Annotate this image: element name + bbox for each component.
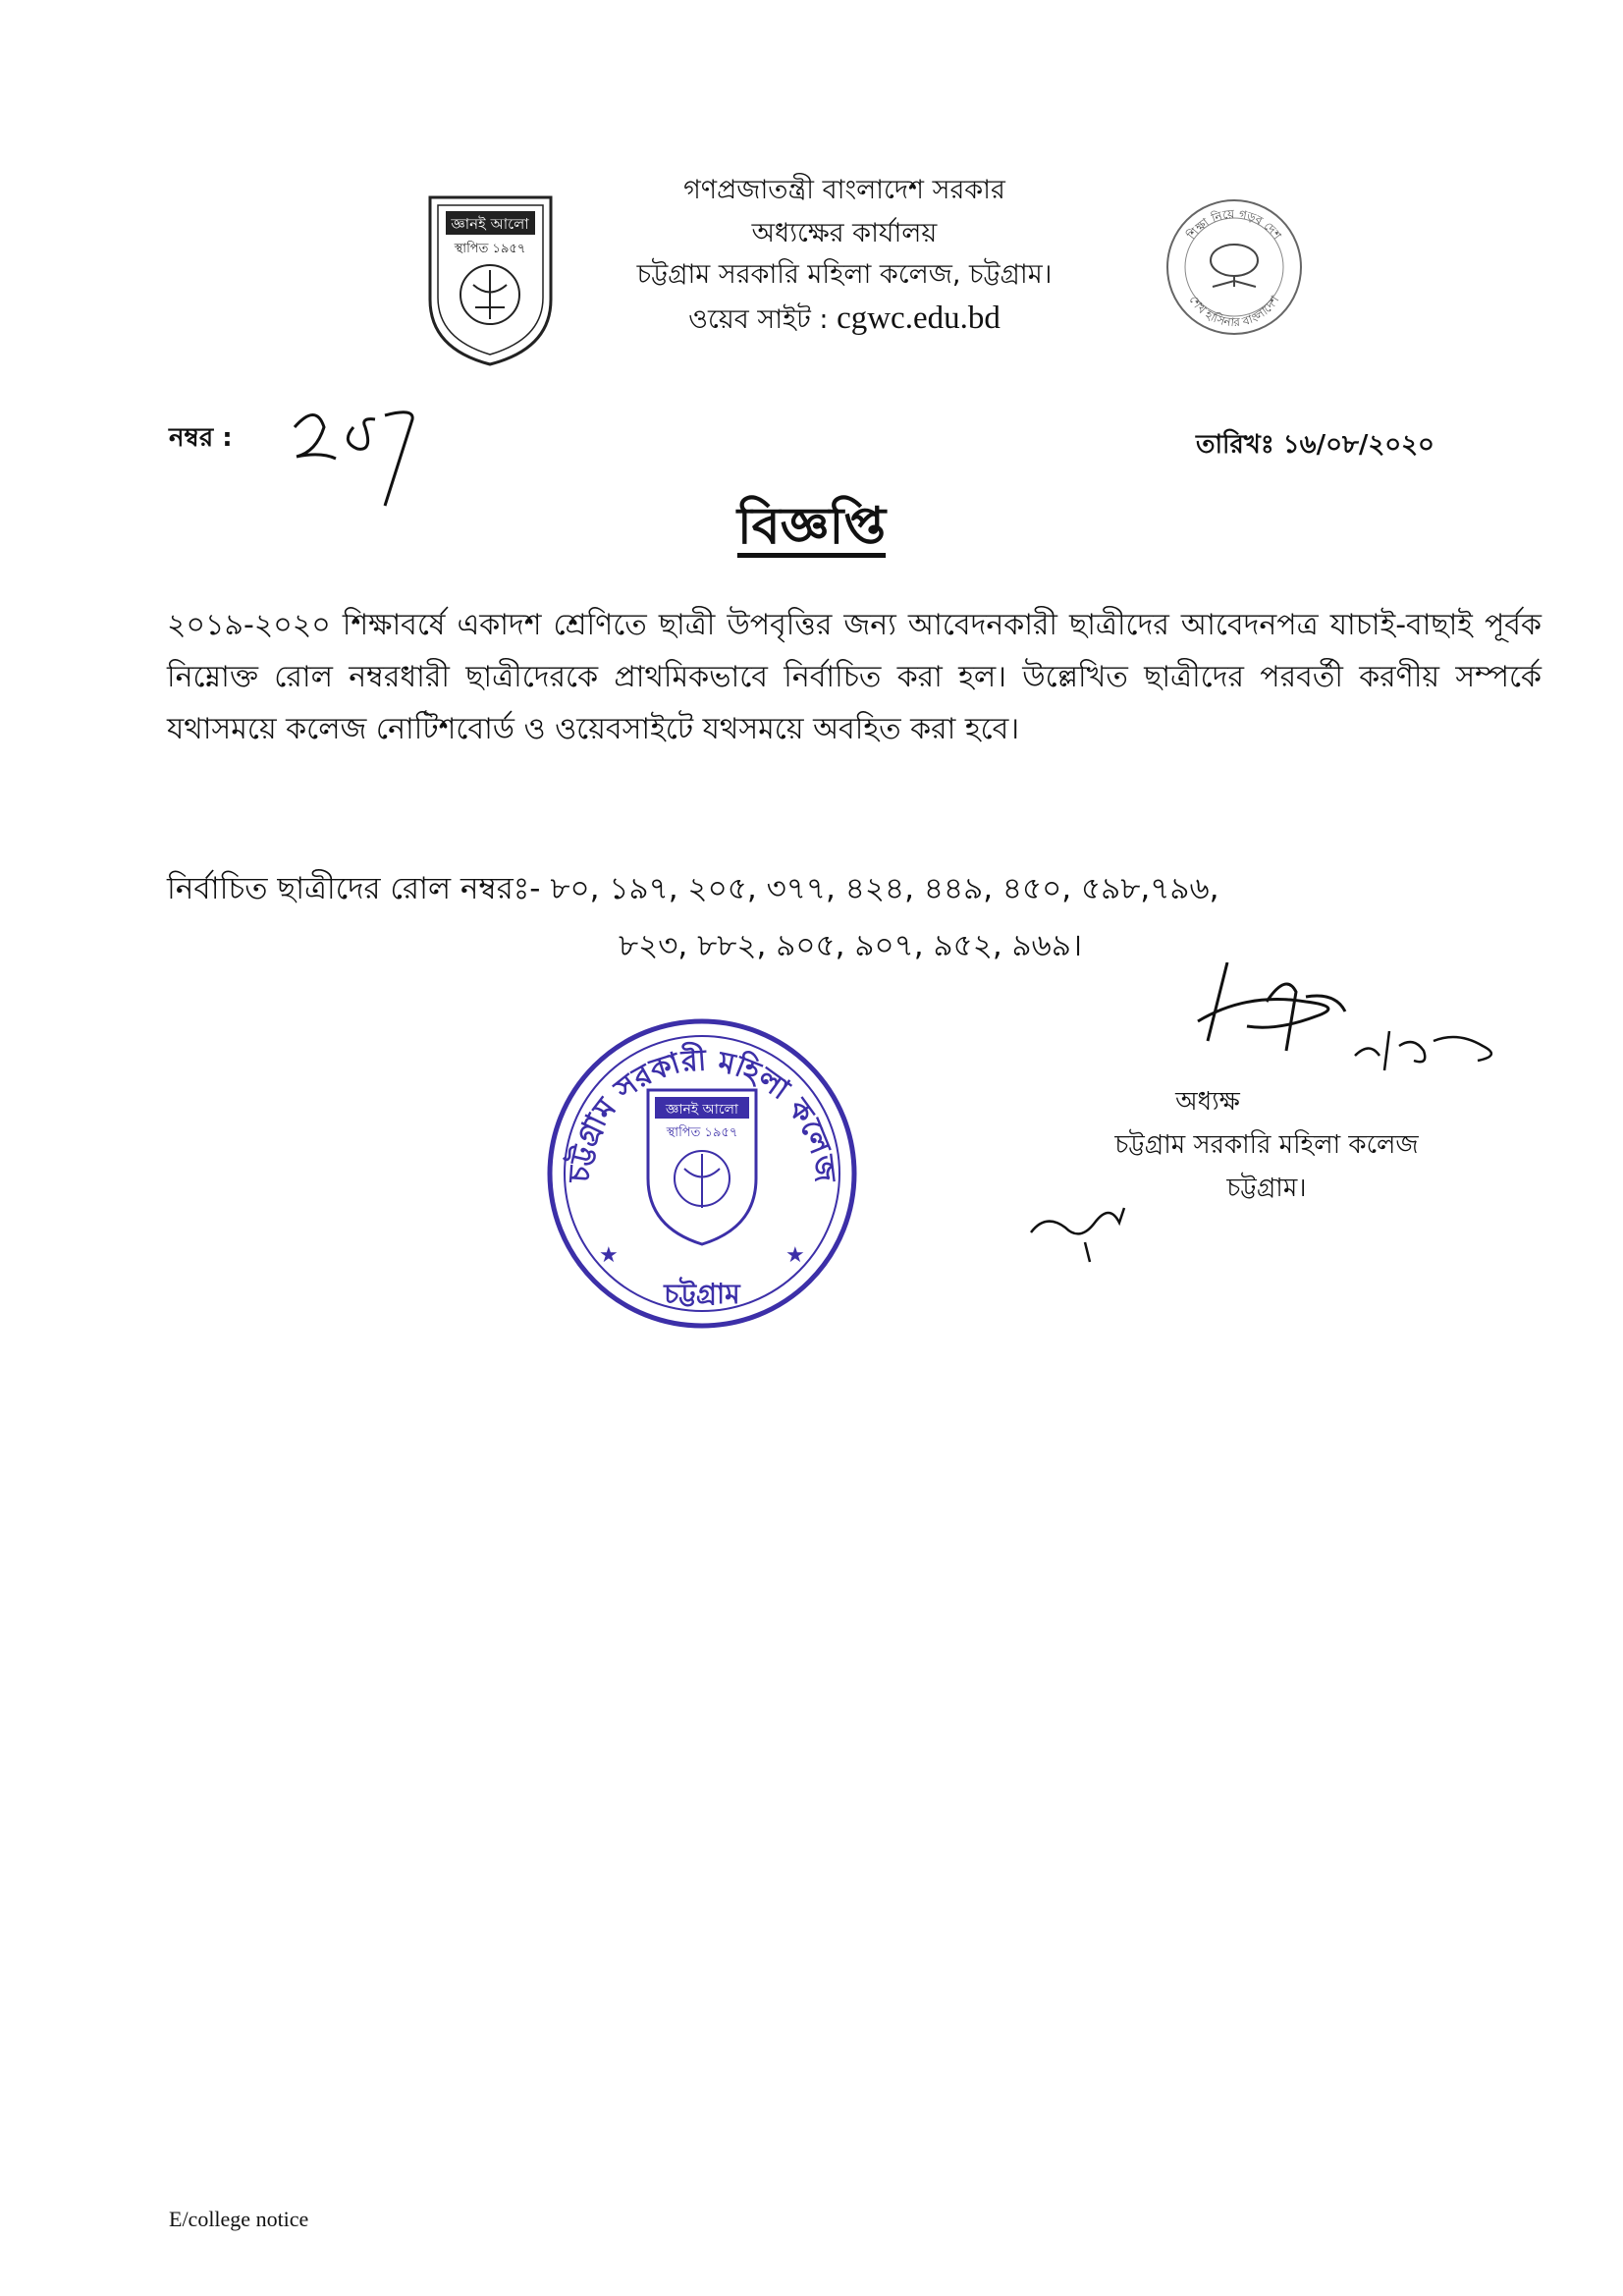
header-website bbox=[550, 300, 1139, 339]
signature-title: অধ্যক্ষ bbox=[1175, 1087, 1240, 1117]
notice-title: বিজ্ঞপ্তি bbox=[736, 497, 887, 556]
svg-text:শিক্ষা নিয়ে গড়ব দেশ bbox=[1184, 207, 1285, 244]
seal-arc-top: শিক্ষা নিয়ে গড়ব দেশ bbox=[1184, 206, 1284, 243]
svg-text:★: ★ bbox=[785, 1243, 805, 1268]
signature-block bbox=[1060, 1080, 1473, 1210]
selected-roll-numbers bbox=[167, 860, 1542, 974]
principal-signature bbox=[1188, 962, 1512, 1094]
header-government: গণপ্রজাতন্ত্রী বাংলাদেশ সরকার bbox=[683, 175, 1005, 205]
reference-date bbox=[1196, 424, 1434, 467]
stamp-established: স্থাপিত ১৯৫৭ bbox=[666, 1125, 738, 1140]
website-label: ওয়েব সাইট : bbox=[688, 304, 829, 335]
handwritten-number bbox=[287, 398, 434, 519]
college-logo-left bbox=[424, 191, 557, 368]
logo-established-text: স্থাপিত ১৯৫৭ bbox=[454, 242, 526, 256]
stamp-bottom-text: চট্টগ্রাম bbox=[664, 1278, 740, 1310]
college-stamp bbox=[545, 1016, 859, 1331]
header-office: অধ্যক্ষের কার্যালয় bbox=[751, 218, 938, 248]
campaign-seal-right bbox=[1163, 196, 1306, 339]
date-label: তারিখঃ bbox=[1196, 430, 1274, 460]
date-value: ১৬/০৮/২০২০ bbox=[1282, 430, 1434, 460]
svg-text:249: 249 bbox=[287, 398, 289, 399]
reference-number bbox=[169, 417, 233, 461]
stamp-banner: জ্ঞানই আলো bbox=[666, 1102, 738, 1118]
selected-line-1: ৮০, ১৯৭, ২০৫, ৩৭৭, ৪২৪, ৪৪৯, ৪৫০, ৫৯৮,৭৯৬, bbox=[550, 871, 1219, 906]
svg-text:১৬/০৮/২০: ১৬/০৮/২০ bbox=[1188, 962, 1193, 963]
logo-banner-text: জ্ঞানই আলো bbox=[451, 215, 529, 233]
number-label: নম্বর : bbox=[169, 423, 233, 453]
initial-scribble bbox=[1026, 1193, 1154, 1276]
signature-institution: চট্টগ্রাম সরকারি মহিলা কলেজ bbox=[1114, 1130, 1419, 1160]
notice-body: ২০১৯-২০২০ শিক্ষাবর্ষে একাদশ শ্রেণিতে ছাত্রী উপবৃত্তির জন্য আবেদনকারী ছাত্রীদের আবেদনপত্র যাচাই-বাছাই পূর্বক নিম্নোক্ত রোল নম্বরধারী ছাত্রীদেরকে প্রাথমিকভাবে নির্বাচিত করা হল। উল্লেখিত ছাত্রীদের পরবর্তী করণীয় সম্পর্কে যথাসময়ে কলেজ নোটিশবোর্ড ও ওয়েবসাইটে যথসময়ে অবহিত করা হবে। bbox=[167, 608, 1542, 746]
website-url[interactable]: cgwc.edu.bd bbox=[837, 301, 1001, 336]
footer-note: E/college notice bbox=[169, 2207, 309, 2231]
stamp-ring-text: চট্টগ্রাম সরকারী মহিলা কলেজ bbox=[562, 1043, 842, 1184]
selected-label: নির্বাচিত ছাত্রীদের রোল নম্বরঃ- bbox=[167, 871, 541, 906]
signature-city: চট্টগ্রাম। bbox=[1226, 1174, 1307, 1203]
header-college: চট্টগ্রাম সরকারি মহিলা কলেজ, চট্টগ্রাম। bbox=[636, 259, 1053, 290]
seal-arc-bottom: শেখ হাসিনার বাংলাদেশ bbox=[1186, 293, 1282, 330]
svg-text:★: ★ bbox=[599, 1243, 619, 1268]
selected-line-2: ৮২৩, ৮৮২, ৯০৫, ৯০৭, ৯৫২, ৯৬৯। bbox=[619, 928, 1083, 963]
